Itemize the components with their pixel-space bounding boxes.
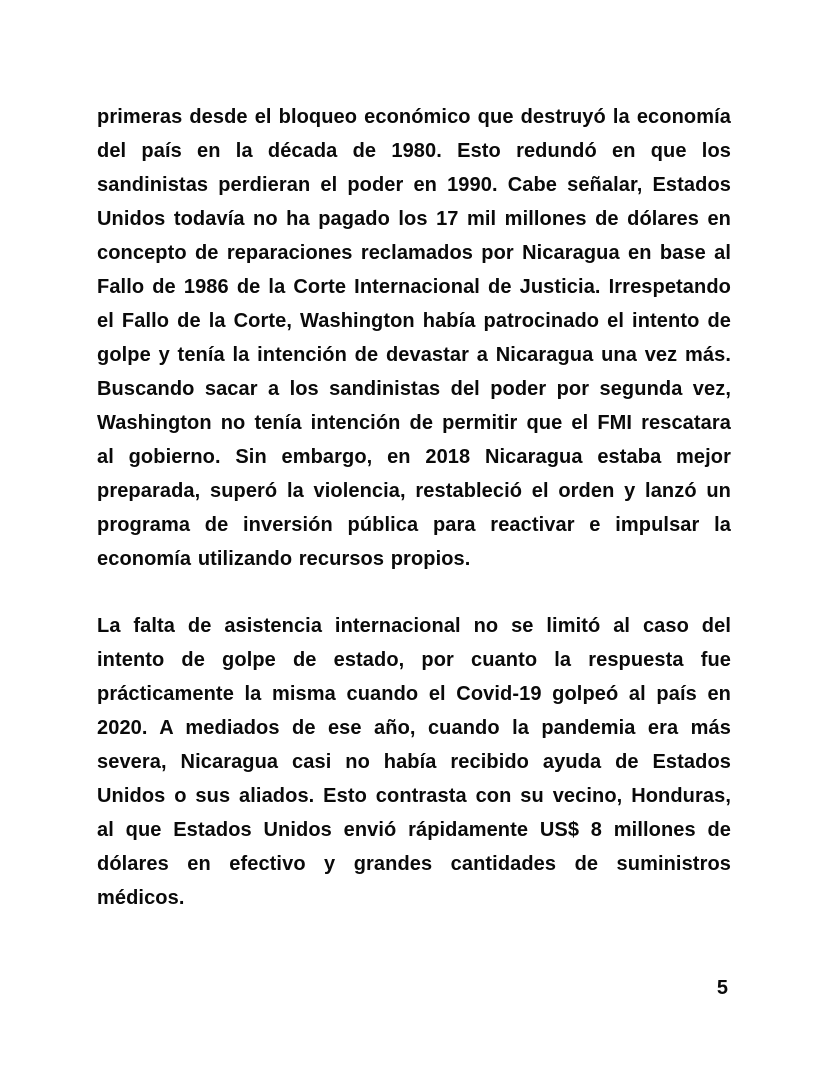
paragraph: primeras desde el bloqueo económico que destruyó la economía del país en la década de 1980. Esto redundó en que los sandinistas perdieran el poder en 1990. Cabe señalar, Estados Unidos todavía no ha pagado los 17 mil millones de dólares en concepto de reparaciones reclamados por Nicaragua en base al Fallo de 1986 de la Corte Internacional de Justicia. Irrespetando el Fallo de la Corte, Washington había patrocinado el intento de golpe y tenía la intención de devastar a Nicaragua una vez más. Buscando sacar a los sandinistas del poder por segunda vez, Washington no tenía intención de permitir que el FMI rescatara al gobierno. Sin embargo, en 2018 Nicaragua estaba mejor preparada, superó la violencia, restableció el orden y lanzó un programa de inversión pública para reactivar e impulsar la economía utilizando recursos propios. — [97, 106, 731, 570]
page-number: 5 — [716, 977, 728, 999]
text-block — [97, 100, 731, 948]
paragraph: La falta de asistencia internacional no se limitó al caso del intento de golpe de estado, por cuanto la respuesta fue prácticamente la misma cuando el Covid-19 golpeó al país en 2020. A mediados de ese año, cuando la pandemia era más severa, Nicaragua casi no había recibido ayuda de Estados Unidos o sus aliados. Esto contrasta con su vecino, Honduras, al que Estados Unidos envió rápidamente US$ 8 millones de dólares en efectivo y grandes cantidades de suministros médicos. — [97, 615, 731, 909]
